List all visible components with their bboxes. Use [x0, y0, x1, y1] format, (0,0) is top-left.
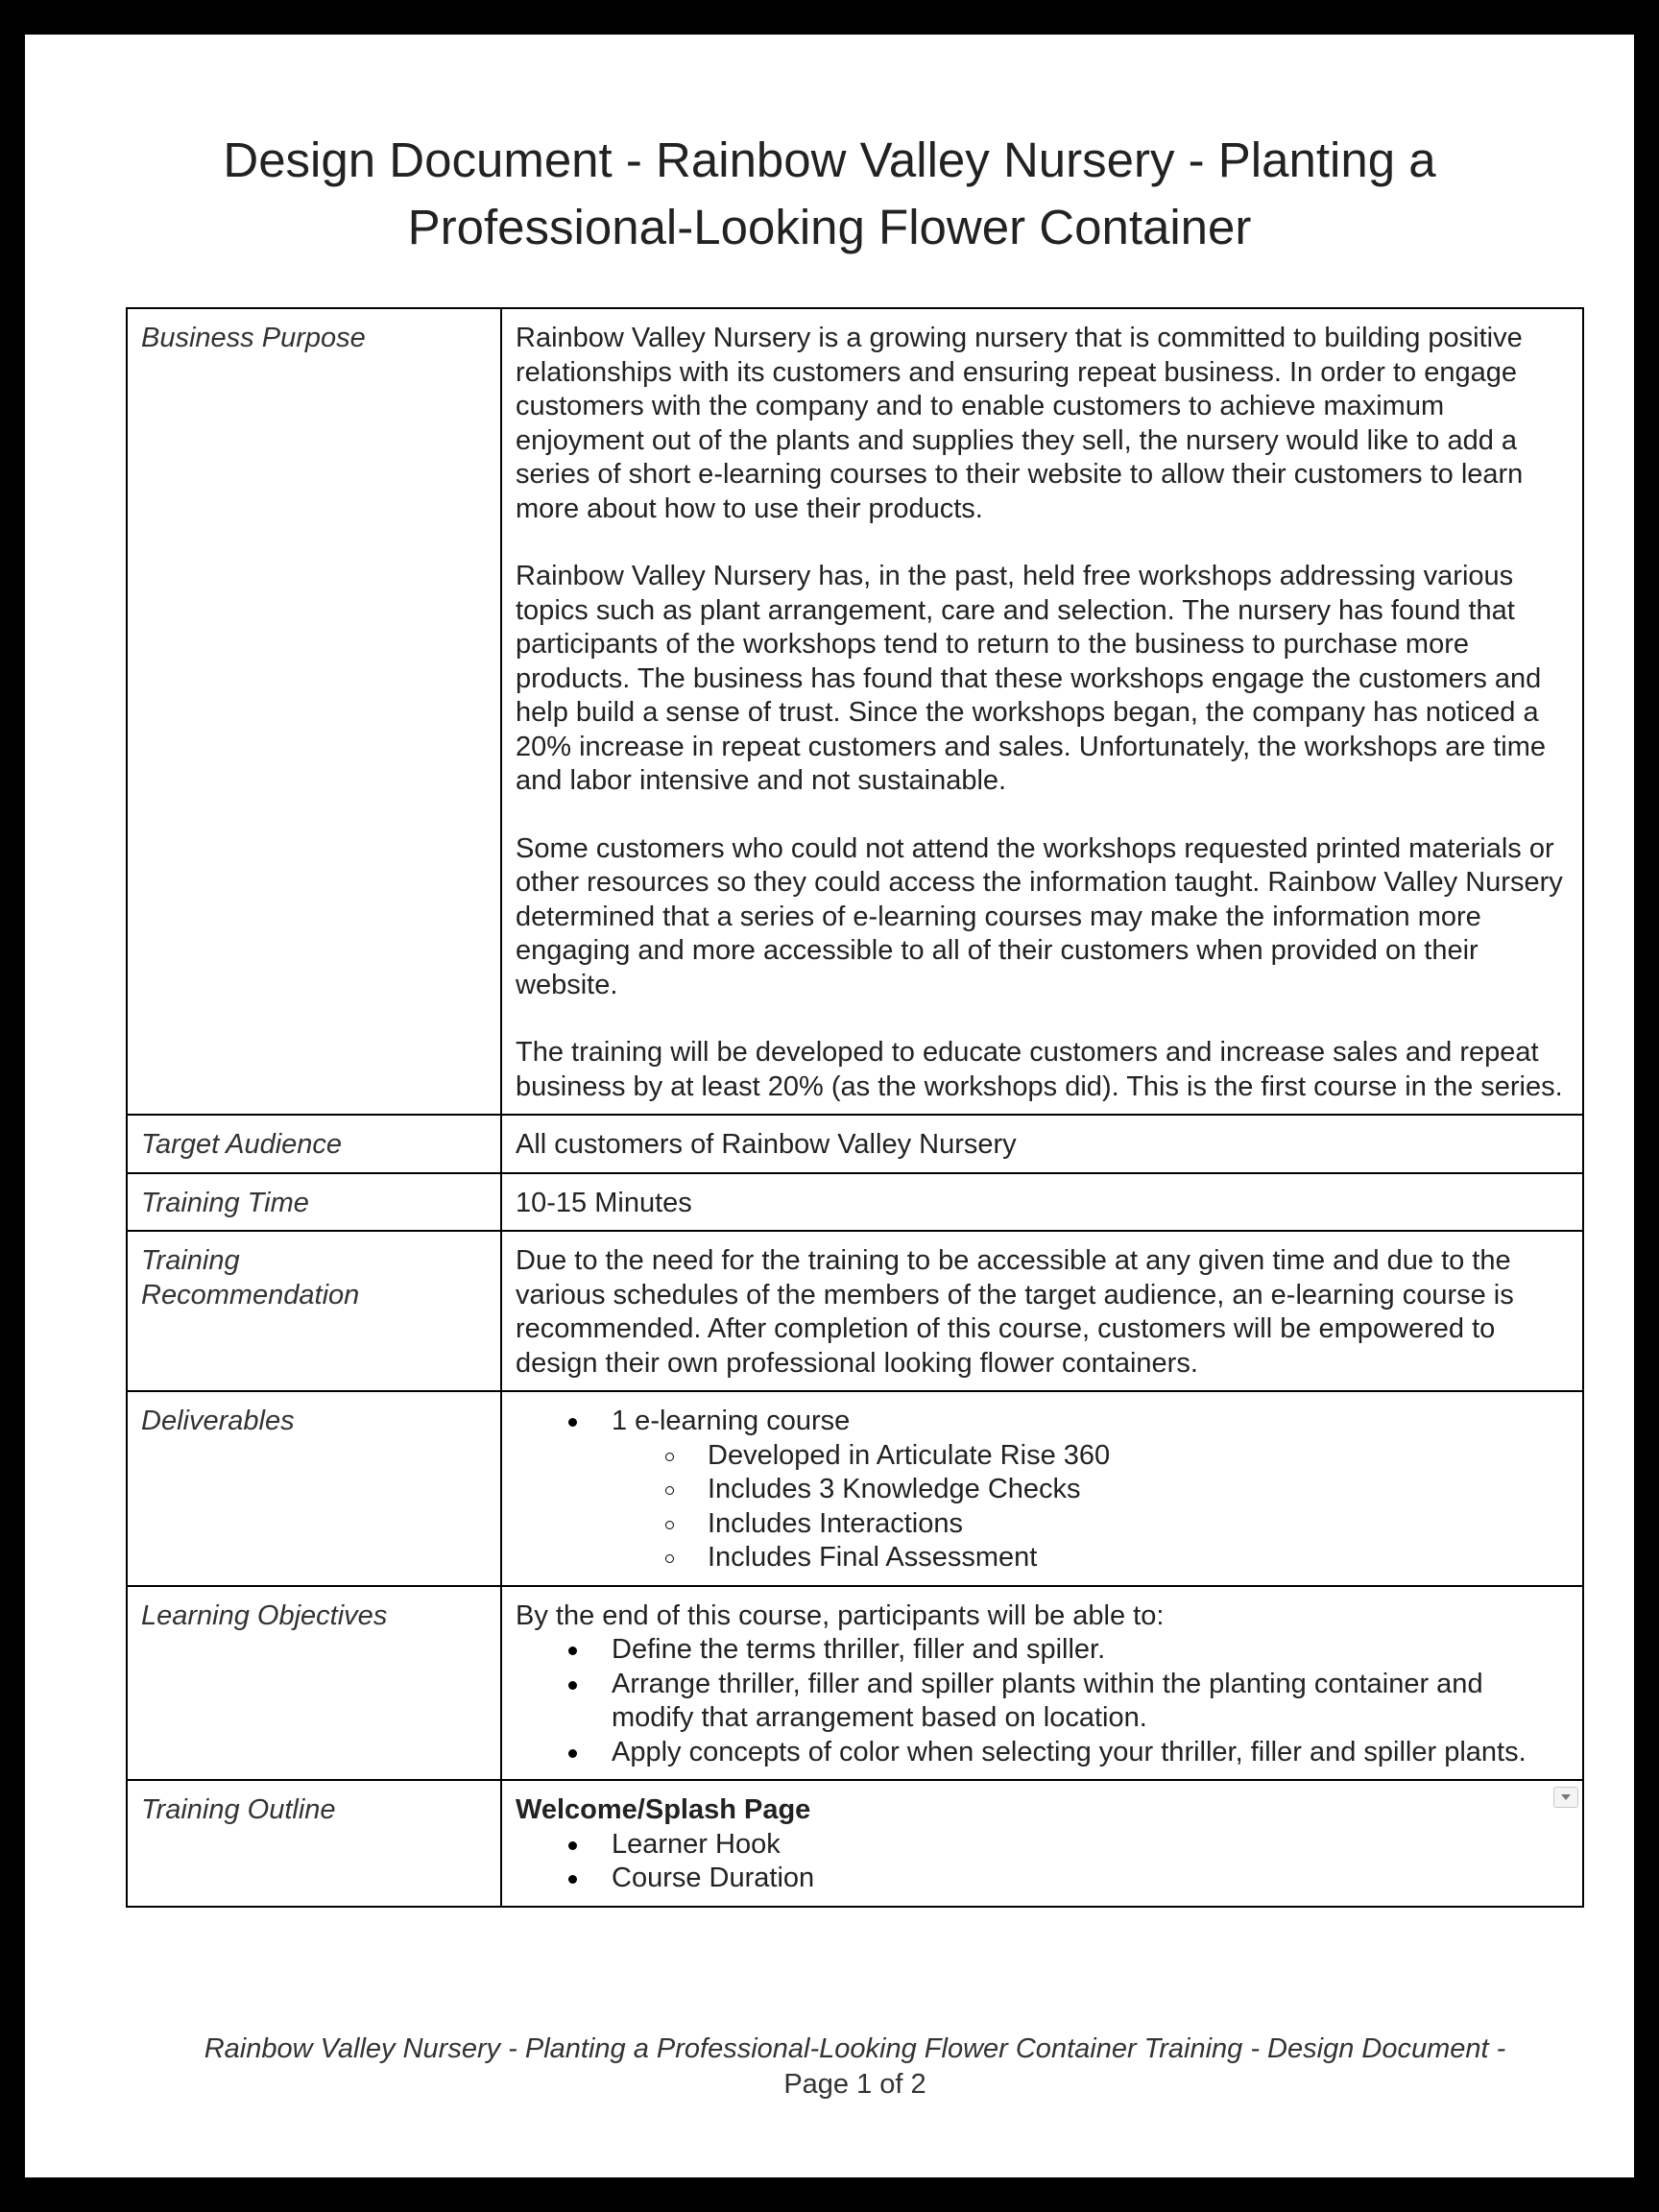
deliverables-content[interactable] — [501, 1391, 1583, 1586]
deliverables-sub-item: Developed in Articulate Rise 360 — [612, 1439, 1569, 1474]
learning-objective-item: Apply concepts of color when selecting your thriller, filler and spiller plants. — [516, 1736, 1569, 1770]
training-outline-label: Training Outline — [127, 1780, 501, 1907]
business-purpose-paragraph-4: The training will be developed to educate customers and increase sales and repeat business by at least 20% (as the workshops did). This is the first course in the series. — [516, 1037, 1563, 1102]
row-training-outline — [127, 1780, 1583, 1907]
business-purpose-content[interactable] — [501, 308, 1583, 1115]
learning-objective-item: Arrange thriller, filler and spiller plants within the planting container and modify that arrangement based on location. — [516, 1668, 1569, 1736]
deliverables-sub-item: Includes Final Assessment — [612, 1541, 1569, 1575]
training-outline-list — [516, 1828, 1569, 1896]
learning-objectives-content[interactable] — [501, 1586, 1583, 1781]
business-purpose-paragraph-1: Rainbow Valley Nursery is a growing nursery that is committed to building positive relationships with its customers and ensuring repeat business. In order to engage customers with the company and to enable customers to achieve maximum enjoyment out of the plants and supplies they sell, the nursery would like to add a series of short e-learning courses to their website to allow their customers to learn more about how to use their products. — [516, 323, 1524, 524]
training-time-value[interactable]: 10-15 Minutes — [501, 1173, 1583, 1232]
business-purpose-paragraph-2: Rainbow Valley Nursery has, in the past, held free workshops addressing various topics such as plant arrangement, care and selection. The nursery has found that participants of the workshops tend to return to the business to purchase more products. The business has found that these workshops engage the customers and help build a sense of trust. Since the workshops began, the company has noticed a 20% increase in repeat customers and sales. Unfortunately, the workshops are time and labor intensive and not sustainable. — [516, 561, 1546, 796]
document-title-line-2: Professional-Looking Flower Container — [407, 200, 1252, 254]
training-outline-heading: Welcome/Splash Page — [516, 1794, 811, 1825]
document-page — [25, 35, 1634, 2177]
row-training-recommendation — [127, 1231, 1583, 1391]
deliverables-list — [516, 1405, 1569, 1575]
row-business-purpose — [127, 308, 1583, 1115]
training-outline-item: Course Duration — [516, 1862, 1569, 1896]
document-title — [25, 127, 1634, 261]
deliverables-label: Deliverables — [127, 1391, 501, 1586]
training-recommendation-label-line-2: Recommendation — [141, 1279, 360, 1310]
deliverables-sub-item: Includes 3 Knowledge Checks — [612, 1473, 1569, 1507]
document-title-line-1: Design Document - Rainbow Valley Nursery - Planting a — [223, 132, 1436, 187]
deliverables-list-item — [516, 1405, 1569, 1575]
row-training-time — [127, 1173, 1583, 1232]
deliverables-sub-item: Includes Interactions — [612, 1507, 1569, 1542]
dropdown-arrow-icon[interactable] — [1553, 1787, 1578, 1808]
design-table — [126, 307, 1584, 1908]
deliverables-sub-list — [612, 1439, 1569, 1575]
row-deliverables — [127, 1391, 1583, 1586]
target-audience-label: Target Audience — [127, 1115, 501, 1173]
training-recommendation-label — [127, 1231, 501, 1391]
footer-document-name: Rainbow Valley Nursery - Planting a Professional-Looking Flower Container Training - Design Document - — [204, 2033, 1506, 2064]
training-time-label: Training Time — [127, 1173, 501, 1232]
row-learning-objectives — [127, 1586, 1583, 1781]
page-footer — [126, 2032, 1584, 2103]
learning-objective-item: Define the terms thriller, filler and spiller. — [516, 1633, 1569, 1668]
training-outline-item: Learner Hook — [516, 1828, 1569, 1863]
training-outline-content[interactable] — [501, 1780, 1583, 1907]
learning-objectives-list — [516, 1633, 1569, 1769]
deliverables-item-text: 1 e-learning course — [612, 1406, 851, 1436]
business-purpose-label: Business Purpose — [127, 308, 501, 1115]
training-recommendation-label-line-1: Training — [141, 1245, 240, 1276]
learning-objectives-label: Learning Objectives — [127, 1586, 501, 1781]
training-recommendation-value[interactable]: Due to the need for the training to be accessible at any given time and due to the various schedules of the members of the target audience, an e-learning course is recommended. After completion of this course, customers will be empowered to design their own professional looking flower containers. — [501, 1231, 1583, 1391]
target-audience-value[interactable]: All customers of Rainbow Valley Nursery — [501, 1115, 1583, 1173]
footer-page-number: Page 1 of 2 — [783, 2069, 926, 2100]
learning-objectives-intro: By the end of this course, participants will be able to: — [516, 1599, 1165, 1631]
row-target-audience — [127, 1115, 1583, 1173]
business-purpose-paragraph-3: Some customers who could not attend the workshops requested printed materials or other resources so they could access the information taught. Rainbow Valley Nursery determined that a series of e-learning courses may make the information more engaging and more accessible to all of their customers when provided on their website. — [516, 832, 1563, 1000]
